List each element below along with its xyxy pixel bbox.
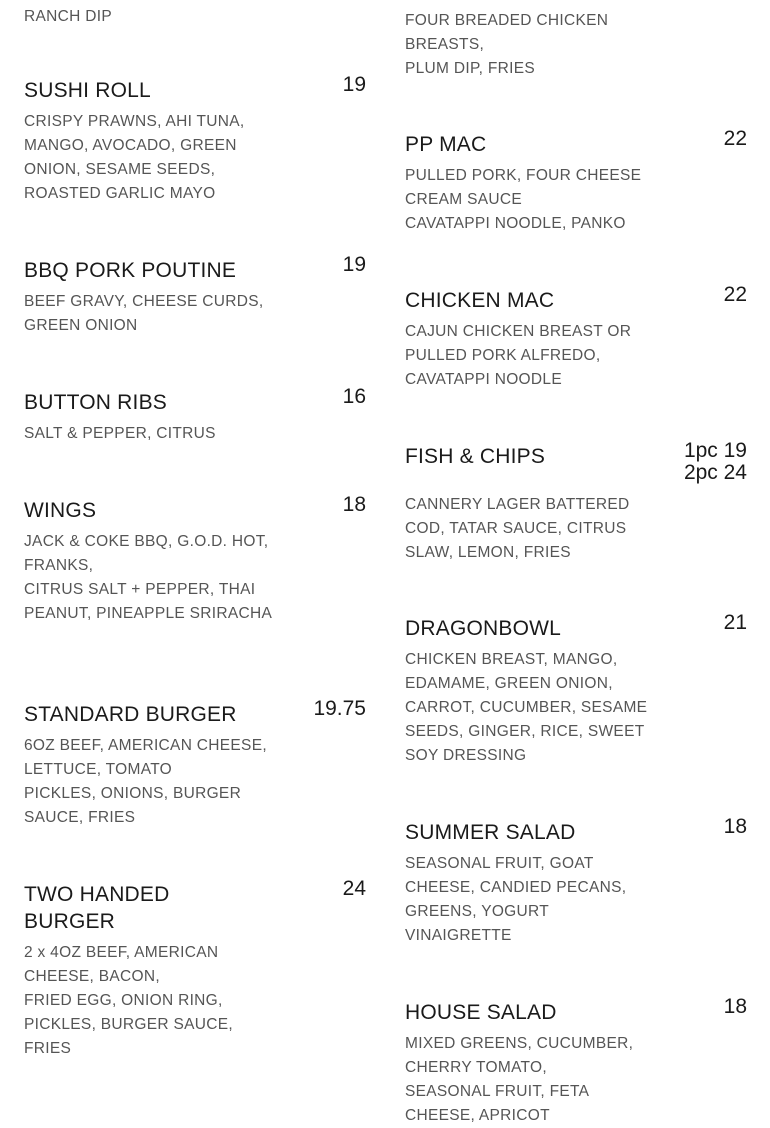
menu-item-price — [684, 440, 747, 484]
description-line: 2 x 4OZ BEEF, AMERICAN CHEESE, BACON, — [24, 944, 219, 985]
description-line: CAVATAPPI NOODLE — [405, 371, 562, 388]
description-line: MIXED GREENS, CUCUMBER, CHERRY TOMATO, — [405, 1035, 634, 1076]
menu-item-name: STANDARD BURGER — [24, 703, 237, 726]
menu-item-description — [24, 530, 274, 626]
menu-item-name: SUSHI ROLL — [24, 79, 151, 102]
menu-item — [405, 611, 747, 768]
menu-item-price: 18 — [723, 995, 747, 1018]
description-line: BEEF GRAVY, CHEESE CURDS, GREEN ONION — [24, 293, 264, 334]
menu-item — [24, 877, 366, 1061]
menu-item-price: 22 — [723, 283, 747, 306]
menu-item-price: 18 — [723, 815, 747, 838]
description-line: CANNERY LAGER BATTERED COD, TATAR SAUCE, CITRUS SLAW, LEMON, FRIES — [405, 496, 630, 561]
description-line: 6OZ BEEF, AMERICAN CHEESE, LETTUCE, TOMATO — [24, 737, 267, 778]
menu-item-name: CHICKEN MAC — [405, 289, 555, 312]
price-option: 2pc 24 — [683, 461, 747, 484]
description-line: CHICKEN BREAST, MANGO, EDAMAME, GREEN ONION, CARROT, CUCUMBER, SESAME SEEDS, GINGER, RICE, SWEET SOY DRESSING — [405, 651, 648, 764]
description-line: FOUR BREADED CHICKEN BREASTS, — [405, 12, 609, 53]
menu-item-description — [405, 493, 655, 565]
menu-item-fragment — [405, 9, 747, 81]
menu-item-description — [405, 852, 655, 948]
menu-item — [405, 995, 747, 1128]
menu-item-name: PP MAC — [405, 133, 487, 156]
menu-item-name: SUMMER SALAD — [405, 821, 576, 844]
menu-item-name: DRAGONBOWL — [405, 617, 562, 640]
menu-item — [24, 253, 366, 338]
description-line: PULLED PORK, FOUR CHEESE CREAM SAUCE — [405, 167, 642, 208]
menu-item — [405, 439, 747, 565]
menu-item-name: HOUSE SALAD — [405, 1001, 557, 1024]
description-line: PICKLES, ONIONS, BURGER SAUCE, FRIES — [24, 785, 242, 826]
menu-item-description — [24, 5, 274, 29]
menu-item-name: BUTTON RIBS — [24, 391, 167, 414]
description-line: PLUM DIP, FRIES — [405, 60, 535, 77]
menu-item-description — [405, 1032, 655, 1128]
menu-item-description — [405, 9, 655, 81]
menu-item-price: 19 — [342, 73, 366, 96]
menu-item-name: BBQ PORK POUTINE — [24, 259, 237, 282]
menu-item — [24, 73, 366, 206]
menu-item-fragment — [24, 5, 366, 29]
menu-item-description — [24, 734, 274, 830]
description-line: SALT & PEPPER, CITRUS — [24, 425, 216, 442]
description-line: CITRUS SALT + PEPPER, THAI PEANUT, PINEAPPLE SRIRACHA — [24, 581, 273, 622]
menu-item-description — [405, 320, 655, 392]
menu-item-description — [405, 648, 655, 768]
menu-item — [405, 127, 747, 236]
menu-item-price: 21 — [723, 611, 747, 634]
menu-item-price: 22 — [723, 127, 747, 150]
description-line: CRISPY PRAWNS, AHI TUNA, MANGO, AVOCADO, GREEN ONION, SESAME SEEDS, ROASTED GARLIC MAYO — [24, 113, 245, 202]
menu-item-description — [405, 164, 655, 236]
menu-item-price: 16 — [342, 385, 366, 408]
menu-column-left — [24, 0, 366, 1115]
description-line: SEASONAL FRUIT, GOAT CHEESE, CANDIED PECANS, GREENS, YOGURT VINAIGRETTE — [405, 855, 627, 944]
menu-item-description — [24, 941, 274, 1061]
menu-item — [24, 697, 366, 830]
menu-item — [405, 815, 747, 948]
price-option: 1pc 19 — [683, 439, 747, 462]
menu-item-description — [24, 110, 274, 206]
menu-item — [24, 493, 366, 626]
menu-item-description — [24, 422, 274, 446]
description-line: FRIED EGG, ONION RING, PICKLES, BURGER SAUCE, FRIES — [24, 992, 234, 1057]
menu-item-name: TWO HANDED BURGER — [24, 883, 170, 933]
menu-item-price: 19 — [342, 253, 366, 276]
description-line: CAJUN CHICKEN BREAST OR PULLED PORK ALFREDO, — [405, 323, 632, 364]
menu-item-price: 19.75 — [313, 697, 366, 720]
menu-item-name: WINGS — [24, 499, 97, 522]
description-line: JACK & COKE BBQ, G.O.D. HOT, FRANKS, — [24, 533, 269, 574]
menu-item-price: 18 — [342, 493, 366, 516]
description-line: CAVATAPPI NOODLE, PANKO — [405, 215, 626, 232]
menu-item — [405, 283, 747, 392]
menu-column-right — [405, 0, 747, 1124]
menu-item-price: 24 — [342, 877, 366, 900]
description-line: SEASONAL FRUIT, FETA CHEESE, APRICOT — [405, 1083, 589, 1124]
menu-item-name: FISH & CHIPS — [405, 445, 546, 468]
description-line: RANCH DIP — [24, 8, 112, 25]
menu-item-description — [24, 290, 274, 338]
menu-item — [24, 385, 366, 446]
